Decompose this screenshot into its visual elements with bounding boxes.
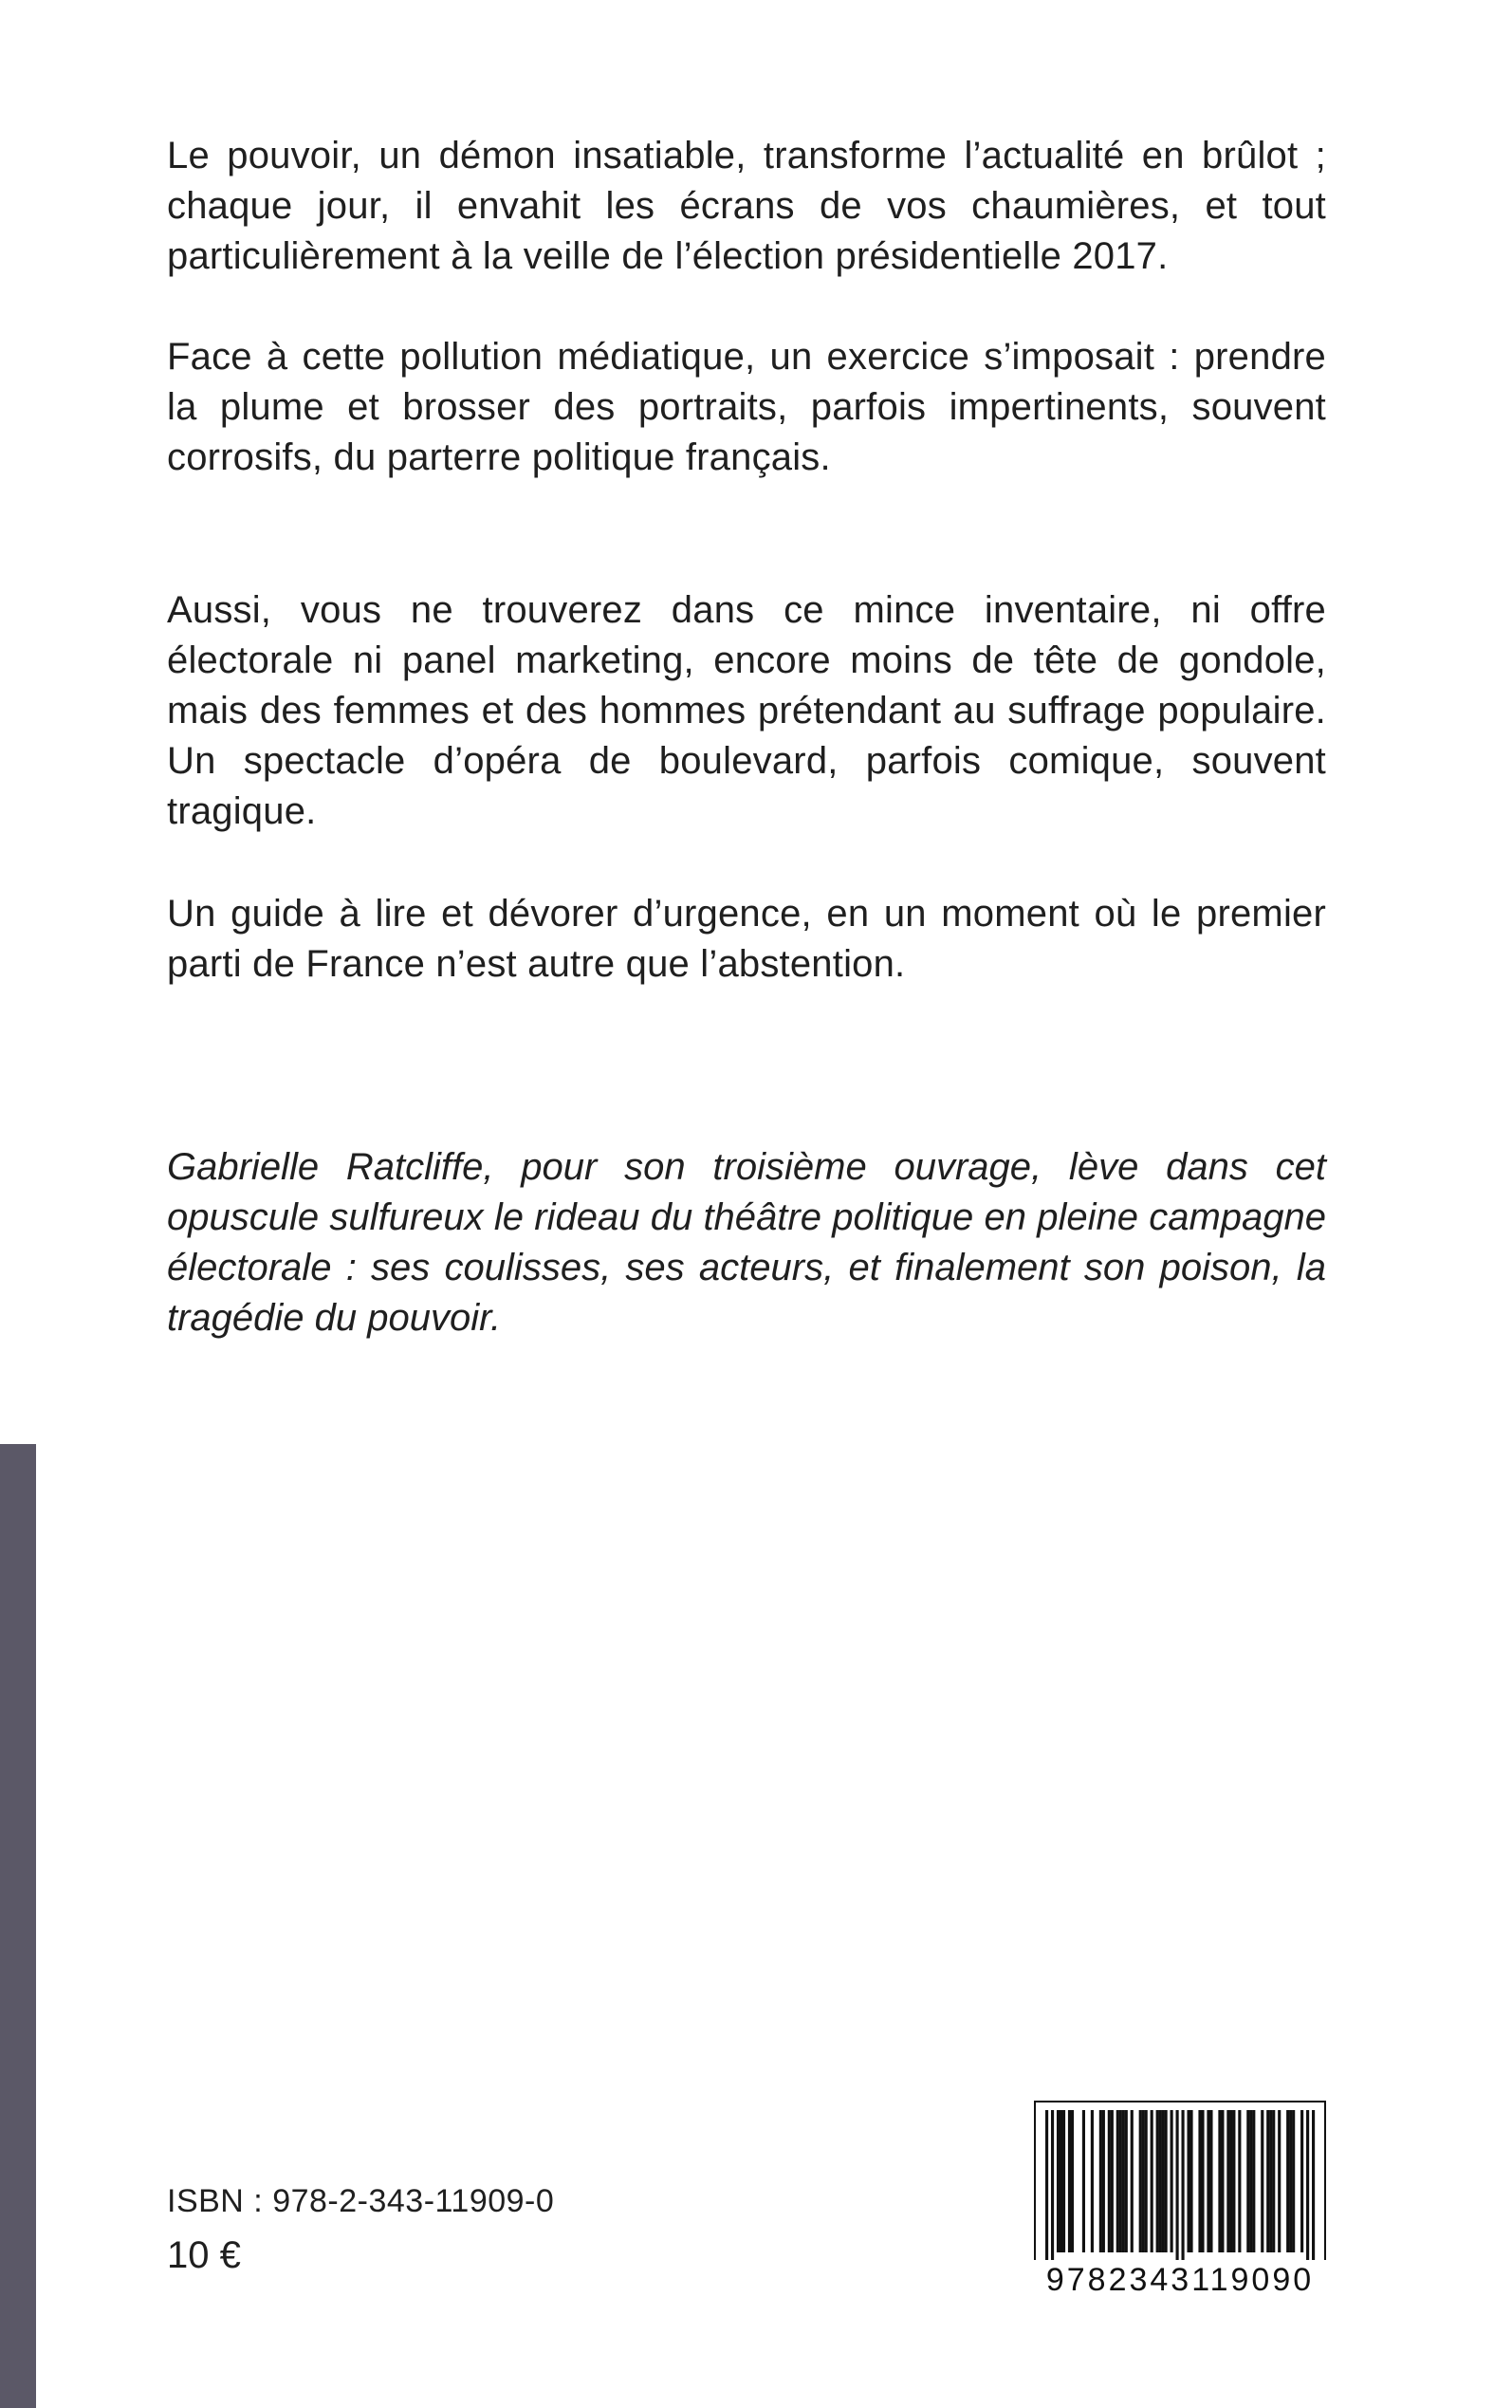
barcode-bar <box>1091 2110 1094 2252</box>
barcode-bar <box>1051 2110 1054 2264</box>
barcode-bar <box>1165 2110 1168 2252</box>
barcode-bar <box>1209 2110 1212 2252</box>
barcode-bar <box>1201 2110 1204 2252</box>
barcode-bar <box>1218 2110 1221 2252</box>
barcode-bar <box>1252 2110 1255 2252</box>
blurb-paragraph-4: Un guide à lire et dévorer d’urgence, en un moment où le premier parti de France n’est autre que l’abstention. <box>167 893 1326 985</box>
price-label: 10 € <box>167 2234 241 2276</box>
barcode-bar <box>1278 2110 1281 2252</box>
barcode-bar <box>1108 2110 1111 2252</box>
barcode-bar <box>1189 2110 1192 2252</box>
barcode-bar <box>1162 2110 1165 2252</box>
barcode-bar <box>1125 2110 1128 2252</box>
blurb-paragraph-3: Aussi, vous ne trouverez dans ce mince inventaire, ni offre électorale ni panel marketing, encore moins de tête de gondole, mais des femmes et des hommes prétendant au suffrage populaire. Un spectacle d’opéra de boulevard, parfois comique, souvent tragique. <box>167 589 1326 832</box>
barcode-bar <box>1142 2110 1145 2252</box>
barcode-bar <box>1131 2110 1134 2252</box>
barcode-bar <box>1292 2110 1295 2252</box>
barcode-bar <box>1312 2110 1315 2264</box>
barcode-bar <box>1071 2110 1074 2252</box>
barcode-bar <box>1261 2110 1263 2252</box>
author-bio <box>167 1142 1326 1343</box>
barcode-bar <box>1249 2110 1252 2252</box>
barcode-bar <box>1221 2110 1224 2252</box>
barcode-bar <box>1119 2110 1122 2252</box>
barcode-bar <box>1060 2110 1062 2252</box>
barcode-bar <box>1187 2110 1189 2252</box>
blurb-paragraph-1: Le pouvoir, un démon insatiable, transforme l’actualité en brûlot ; chaque jour, il envahit les écrans de vos chaumières, et tout particulièrement à la veille de l’élection présidentielle 2017. <box>167 135 1326 277</box>
barcode-bar <box>1171 2110 1173 2252</box>
barcode-bar <box>1272 2110 1275 2252</box>
barcode-bar <box>1229 2110 1232 2252</box>
barcode-bar <box>1156 2110 1159 2252</box>
author-bio-text: , pour son troisième ouvrage, lève dans cet opuscule sulfureux le rideau du théâtre politique en pleine campagne électorale : ses coulisses, ses acteurs, et finalement son poison, la tragédie du pouvoir. <box>167 1146 1326 1339</box>
barcode-bar <box>1122 2110 1125 2252</box>
barcode-bar <box>1246 2110 1249 2252</box>
barcode-bar <box>1151 2110 1153 2252</box>
barcode-bar <box>1306 2110 1309 2264</box>
isbn-label: ISBN : 978-2-343-11909-0 <box>167 2183 555 2219</box>
barcode-bar <box>1300 2110 1303 2252</box>
barcode-bar <box>1289 2110 1292 2252</box>
barcode-bar <box>1082 2110 1085 2252</box>
barcode-bar <box>1139 2110 1142 2252</box>
barcode-bar <box>1102 2110 1105 2252</box>
barcode-bar <box>1266 2110 1269 2252</box>
barcode-bar <box>1099 2110 1102 2252</box>
barcode-bar <box>1238 2110 1241 2252</box>
author-name: Gabrielle Ratcliffe <box>167 1146 484 1188</box>
barcode-bar <box>1068 2110 1071 2252</box>
barcode-bar <box>1181 2110 1184 2264</box>
barcode-bar <box>1145 2110 1148 2252</box>
barcode-bar <box>1198 2110 1201 2252</box>
barcode-bars <box>1034 2101 1326 2264</box>
barcode-bar <box>1057 2110 1060 2252</box>
barcode-bar <box>1159 2110 1162 2252</box>
barcode <box>1034 2101 1326 2300</box>
barcode-bar <box>1207 2110 1209 2252</box>
barcode-bar <box>1111 2110 1114 2252</box>
barcode-bar <box>1232 2110 1235 2252</box>
barcode-digits: 9782343119090 <box>1034 2260 1326 2300</box>
barcode-bar <box>1226 2110 1229 2252</box>
barcode-frame <box>1035 2102 1325 2263</box>
side-color-bar <box>0 1444 36 2408</box>
barcode-bar <box>1045 2110 1048 2264</box>
blurb-paragraph-2: Face à cette pollution médiatique, un exercice s’imposait : prendre la plume et brosser des portraits, parfois impertinents, souvent corrosifs, du parterre politique français. <box>167 336 1326 478</box>
barcode-bar <box>1286 2110 1289 2252</box>
barcode-bar <box>1062 2110 1065 2252</box>
barcode-bar <box>1176 2110 1179 2264</box>
barcode-bar <box>1269 2110 1272 2252</box>
barcode-bar <box>1116 2110 1119 2252</box>
